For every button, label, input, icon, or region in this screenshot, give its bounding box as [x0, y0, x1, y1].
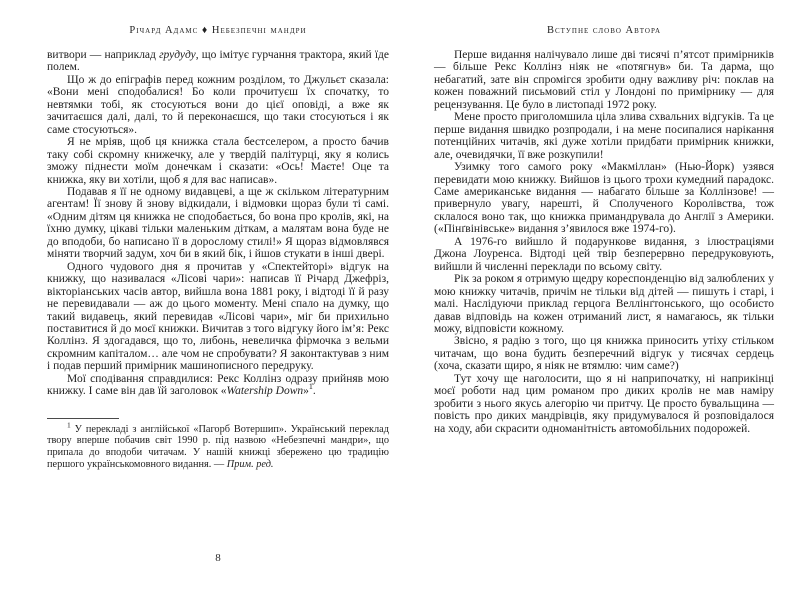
- text-segment: .: [312, 385, 316, 398]
- text-segment: »: [303, 385, 309, 398]
- paragraph: А 1976-го вийшло й подарункове видання, з ілюстраціями Джона Лоуренса. Відтоді цей твір безперервно передруковують, вийшли й численні переклади по всьому світу.: [434, 235, 774, 273]
- footnote-reference: 1: [308, 382, 313, 392]
- paragraph: Звісно, я радію з того, що ця книжка приносить утіху стільком читачам, що вона будить безперечний відгук у тисячах сердець (хоча, сказати щиро, я ніяк не втямлю: чим саме?): [434, 335, 774, 373]
- paragraph: Узимку того самого року «Макміллан» (Нью-Йорк) узявся перевидати мою книжку. Вийшов із цього трохи кумедний парадокс. Саме американське видання — набагато більше за Коллінзове! — привернуло увагу, нарешті, й Сполученого Королівства, тож склалося воно так, що книжка примандрувала до Англії з Америки. («Пінґвінівське» видання з’явилося вже 1974-го).: [434, 161, 774, 236]
- left-page-number: 8: [215, 552, 221, 564]
- paragraph: Мене просто приголомшила ціла злива схвальних відгуків. Та це перше видання швидко розпродали, і на мене посипалися нарікання потенційних читачів, які дуже хотіли придбати примірник книжки, але, очевидячки, її вже розкупили!: [434, 111, 774, 161]
- paragraph: Я не мріяв, щоб ця книжка стала бестселером, а просто бачив таку собі скромну книжечку, але у твердій палітурці, яку я колись зможу піднести моїм донечкам і сказати: «Ось! Маєте! Оце та книжка, яку ви хотіли, щоб я для вас написав».: [47, 136, 389, 186]
- footnote: [47, 420, 389, 471]
- paragraph: Що ж до епіграфів перед кожним розділом, то Джульєт сказала: «Вони мені сподобалися! Бо коли прочитуєш їх спочатку, то невтямки тобі, як стосуються вони до цієї оповіді, а вже як зачитаєшся далі, далі, то й переконаєшся, що таки стосуються і як саме стосуються».: [47, 73, 389, 136]
- paragraph: Тут хочу ще наголосити, що я ні наприпочатку, ні наприкінці моєї роботи над цим романом про диких кролів не мав наміру зробити з нього якусь алегорію чи притчу. Це просто бувальщина — повість про диких мандрівців, яку придумувалося й розповідалося на ходу, аби скрасити одноманітність автомобільних подорожей.: [434, 372, 774, 435]
- text-segment: Мої сподівання справдилися: Рекс Коллінз одразу прийняв мою книжку. І саме він дав їй заголовок «: [47, 372, 389, 398]
- right-page: [434, 0, 774, 595]
- paragraph: Одного чудового дня я прочитав у «Спектейторі» відгук на книжку, що називалася «Лісові чари»: написав її Річард Джефріз, вікторіанських часів автор, вийшла вона 1881 року, і відтоді її й разу не перевидавали — аж до цього моменту. Мені спало на думку, що такий видавець, який перевидав «Лісові чари», міг би прихильно поставитися й до моєї книжки. Вичитав з того відгуку його ім’я: Рекс Коллінз. Я здогадався, що то, либонь, невеличка фірмочка з вельми скромним капіталом… але чом не спробувати? Я законтактував з ним і подав перший примірник машинописного передруку.: [47, 260, 389, 373]
- footnote-text: У перекладі з англійської «Пагорб Вотершип». Український переклад твору вперше побачив світ 1990 р. під назвою «Небезпечні мандри», що припала до вподоби читачам. У нашій книжці збережено цю традицію першого українськомовного видання. —: [47, 423, 389, 470]
- right-body-text: [434, 49, 774, 435]
- paragraph-continuation: [47, 49, 389, 74]
- text-segment: витвори — наприклад: [47, 49, 160, 61]
- paragraph: Подавав я її не одному видавцеві, а ще ж скільком літературним агентам! Її знову й знову відкидали, і відмовки щораз були ті самі. «Одним дітям ця книжка не сподобається, бо вона про кролів, які, на їхню думку, цікаві тільки маленьким діткам, а малятам вона буде не до вподоби, бо написано її в дорослому стилі!» Я щораз відмовлявся міняти творчий задум, хоч би в який бік, і йшов стукати в інші двері.: [47, 185, 389, 261]
- paragraph: Рік за роком я отримую щедру кореспонденцію від залюблених у мою книжку читачів, причім не тільки від дітей — пишуть і старі, і малі. Наслідуючи приклад герцога Веллінґтонського, що особисто давав відповідь на кожен отриманий лист, я намагаюсь, як тільки можу, відповісти кожному.: [434, 273, 774, 335]
- footnote-attribution: Прим. ред.: [226, 458, 274, 470]
- italic-book-title: Watership Down: [226, 385, 304, 398]
- left-running-head: Річард Адамс ♦ Небезпечні мандри: [129, 25, 307, 36]
- left-page: [47, 0, 389, 595]
- left-body-text: [47, 49, 389, 398]
- right-running-head: Вступне слово Автора: [546, 25, 661, 36]
- text-segment: , що імітує гурчання трактора, який їде полем.: [47, 49, 389, 74]
- paragraph: Перше видання налічувало лише дві тисячі п’ятсот примірників — більше Рекс Коллінз ніяк не «потягнув» би. Та дарма, що небагатий, зате він спромігся зробити одну важливу річ: поклав на кожен поважний письмовий стіл у Лондоні по примірнику — для рецензування. Це було в листопаді 1972 року.: [434, 49, 774, 111]
- paragraph: [47, 373, 389, 398]
- italic-term: грудуду: [159, 49, 196, 61]
- footnote-rule: [47, 418, 119, 419]
- footnote-marker: 1: [67, 420, 71, 430]
